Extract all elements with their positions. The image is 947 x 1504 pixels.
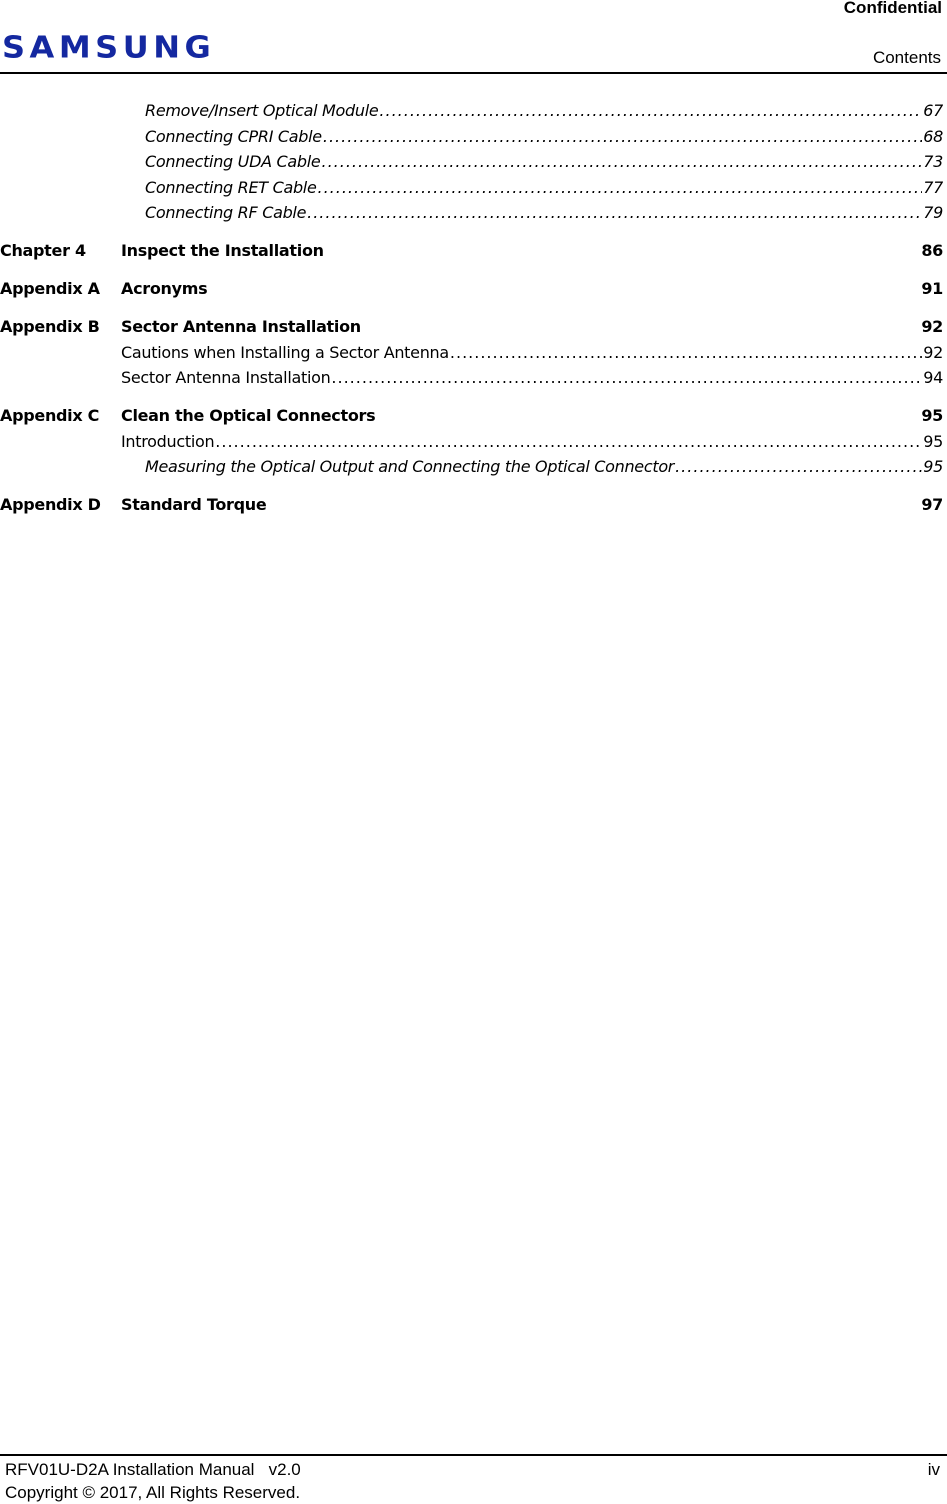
toc-entry-connecting-cpri-cable[interactable]	[145, 124, 943, 150]
footer-left	[5, 1458, 301, 1504]
toc-entry-page: 77	[923, 177, 943, 197]
toc-entry-connecting-rf-cable[interactable]	[145, 200, 943, 226]
chapter-title: Sector Antenna Installation	[121, 316, 361, 336]
toc-entry-title: Connecting CPRI Cable	[145, 126, 322, 146]
footer-rule	[0, 1454, 947, 1456]
toc-entry-title: Sector Antenna Installation	[121, 368, 331, 387]
toc-entry-remove-insert-optical-module[interactable]	[145, 98, 943, 124]
toc-appendix-a[interactable]	[0, 276, 943, 302]
dot-leader	[321, 149, 922, 175]
dot-leader	[215, 429, 922, 455]
toc-entry-page: 73	[923, 152, 943, 171]
toc-entry-title: Cautions when Installing a Sector Antenna	[121, 342, 449, 362]
section-label: Contents	[872, 48, 941, 67]
chapter-label: Chapter 4	[0, 240, 86, 260]
dot-leader	[379, 98, 922, 124]
chapter-title: Inspect the Installation	[121, 240, 324, 260]
toc-entry-cautions-sector-antenna[interactable]	[121, 340, 943, 366]
toc-appendix-d[interactable]	[0, 492, 943, 518]
chapter-title: Clean the Optical Connectors	[121, 405, 376, 425]
dot-leader	[307, 200, 922, 226]
table-of-contents	[0, 98, 943, 518]
toc-entry-connecting-uda-cable[interactable]	[145, 149, 943, 175]
toc-appendix-b[interactable]	[0, 314, 943, 340]
samsung-logo: SAMSUNG	[2, 28, 216, 66]
toc-entry-introduction[interactable]	[121, 429, 943, 455]
chapter-page: 97	[921, 494, 943, 514]
copyright: Copyright © 2017, All Rights Reserved.	[5, 1483, 301, 1502]
dot-leader	[323, 124, 922, 150]
chapter-label: Appendix B	[0, 316, 100, 336]
toc-entry-title: Connecting UDA Cable	[145, 152, 321, 171]
confidential-label: Confidential	[843, 0, 942, 17]
manual-title: RFV01U-D2A Installation Manual v2.0	[5, 1460, 301, 1479]
toc-entry-title: Connecting RF Cable	[145, 203, 307, 222]
chapter-title: Acronyms	[121, 278, 208, 298]
dot-leader	[675, 454, 922, 480]
page-number: iv	[927, 1460, 940, 1479]
chapter-label: Appendix D	[0, 494, 101, 514]
dot-leader	[450, 340, 922, 366]
toc-entry-page: 92	[923, 342, 943, 362]
chapter-label: Appendix A	[0, 278, 100, 298]
chapter-page: 91	[921, 278, 943, 298]
toc-entry-title: Connecting RET Cable	[145, 177, 317, 197]
toc-entry-page: 95	[923, 457, 943, 476]
chapter-page: 86	[921, 240, 943, 260]
toc-entry-page: 67	[923, 101, 943, 120]
dot-leader	[331, 365, 922, 391]
chapter-page: 92	[921, 316, 943, 336]
toc-entry-measuring-optical-output[interactable]	[145, 454, 943, 480]
dot-leader	[318, 175, 923, 201]
toc-entry-connecting-ret-cable[interactable]	[145, 175, 943, 201]
toc-entry-title: Measuring the Optical Output and Connecting the Optical Connector	[145, 457, 675, 476]
chapter-label: Appendix C	[0, 405, 100, 425]
header-rule	[0, 72, 947, 74]
toc-chapter-4[interactable]	[0, 238, 943, 264]
chapter-title: Standard Torque	[121, 494, 267, 514]
toc-appendix-c[interactable]	[0, 403, 943, 429]
toc-entry-title: Remove/Insert Optical Module	[145, 101, 379, 120]
toc-entry-page: 68	[923, 126, 943, 146]
toc-entry-page: 94	[923, 368, 943, 387]
toc-entry-sector-antenna-installation[interactable]	[121, 365, 943, 391]
toc-entry-page: 95	[923, 431, 943, 451]
toc-entry-title: Introduction	[121, 431, 215, 451]
chapter-page: 95	[921, 405, 943, 425]
toc-entry-page: 79	[923, 203, 943, 222]
